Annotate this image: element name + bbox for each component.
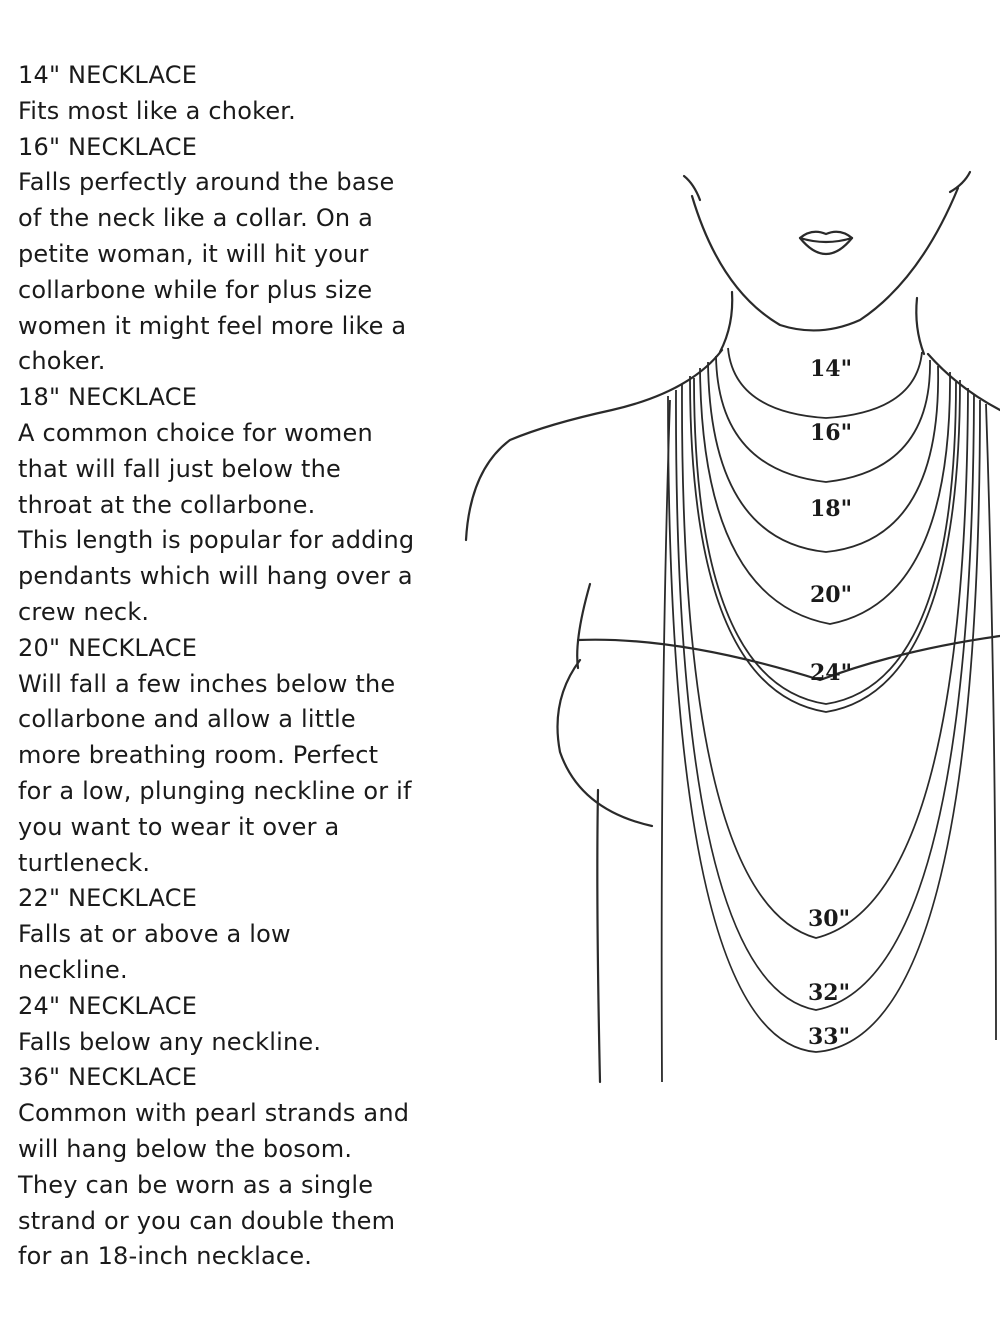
section-heading: 16" NECKLACE [18,132,198,161]
chain-long-right [986,404,996,1040]
section-line: Will fall a few inches below the [18,669,396,698]
label-18: 18" [810,496,853,522]
section-20 [18,631,458,882]
section-line: of the neck like a collar. On a [18,204,374,233]
section-line: crew neck. [18,597,150,626]
section-line: for an 18-inch necklace. [18,1242,313,1271]
left-torso-line [597,790,600,1082]
section-heading: 36" NECKLACE [18,1063,198,1092]
necklace-chains [662,348,996,1082]
section-line: They can be worn as a single [18,1170,374,1199]
neck-right [916,298,924,354]
section-line: collarbone while for plus size [18,275,373,304]
section-heading: 18" NECKLACE [18,383,198,412]
section-line: turtleneck. [18,848,151,877]
label-30: 30" [808,906,851,932]
upper-lip [800,232,852,238]
lower-lip [800,238,852,254]
section-line: will hang below the bosom. [18,1134,353,1163]
section-line: Falls below any neckline. [18,1027,322,1056]
label-32: 32" [808,980,851,1006]
section-line: pendants which will hang over a [18,562,413,591]
section-22 [18,881,458,988]
label-14: 14" [810,356,853,382]
right-ear [950,172,970,192]
label-33: 33" [808,1024,851,1050]
section-line: throat at the collarbone. [18,490,316,519]
section-line: Falls at or above a low [18,920,291,949]
section-line: for a low, plunging neckline or if [18,776,412,805]
left-breast [558,660,653,826]
section-line: This length is popular for adding [18,526,415,555]
section-24 [18,989,458,1061]
section-36 [18,1060,458,1275]
left-arm-line [577,584,590,668]
section-line: you want to wear it over a [18,812,340,841]
section-heading: 24" NECKLACE [18,991,198,1020]
section-heading: 22" NECKLACE [18,884,198,913]
section-line: A common choice for women [18,418,373,447]
section-line: Common with pearl strands and [18,1099,410,1128]
section-heading: 20" NECKLACE [18,633,198,662]
section-line: collarbone and allow a little [18,705,356,734]
section-14 [18,58,458,130]
label-24: 24" [810,660,853,686]
label-16: 16" [810,420,853,446]
section-line: strand or you can double them [18,1206,396,1235]
section-16 [18,130,458,381]
bust-line [578,636,1000,680]
section-line: neckline. [18,955,128,984]
section-18 [18,380,458,631]
section-line: that will fall just below the [18,454,341,483]
neck-left [720,292,732,352]
section-line: women it might feel more like a [18,311,407,340]
size-guide-text [18,58,458,1275]
section-line: petite woman, it will hit your [18,239,369,268]
label-20: 20" [810,582,853,608]
section-line: Fits most like a choker. [18,96,296,125]
section-heading: 14" NECKLACE [18,61,198,89]
section-line: Falls perfectly around the base [18,168,395,197]
section-line: more breathing room. Perfect [18,741,379,770]
necklace-length-diagram [440,0,1000,1100]
section-line: choker. [18,347,106,376]
